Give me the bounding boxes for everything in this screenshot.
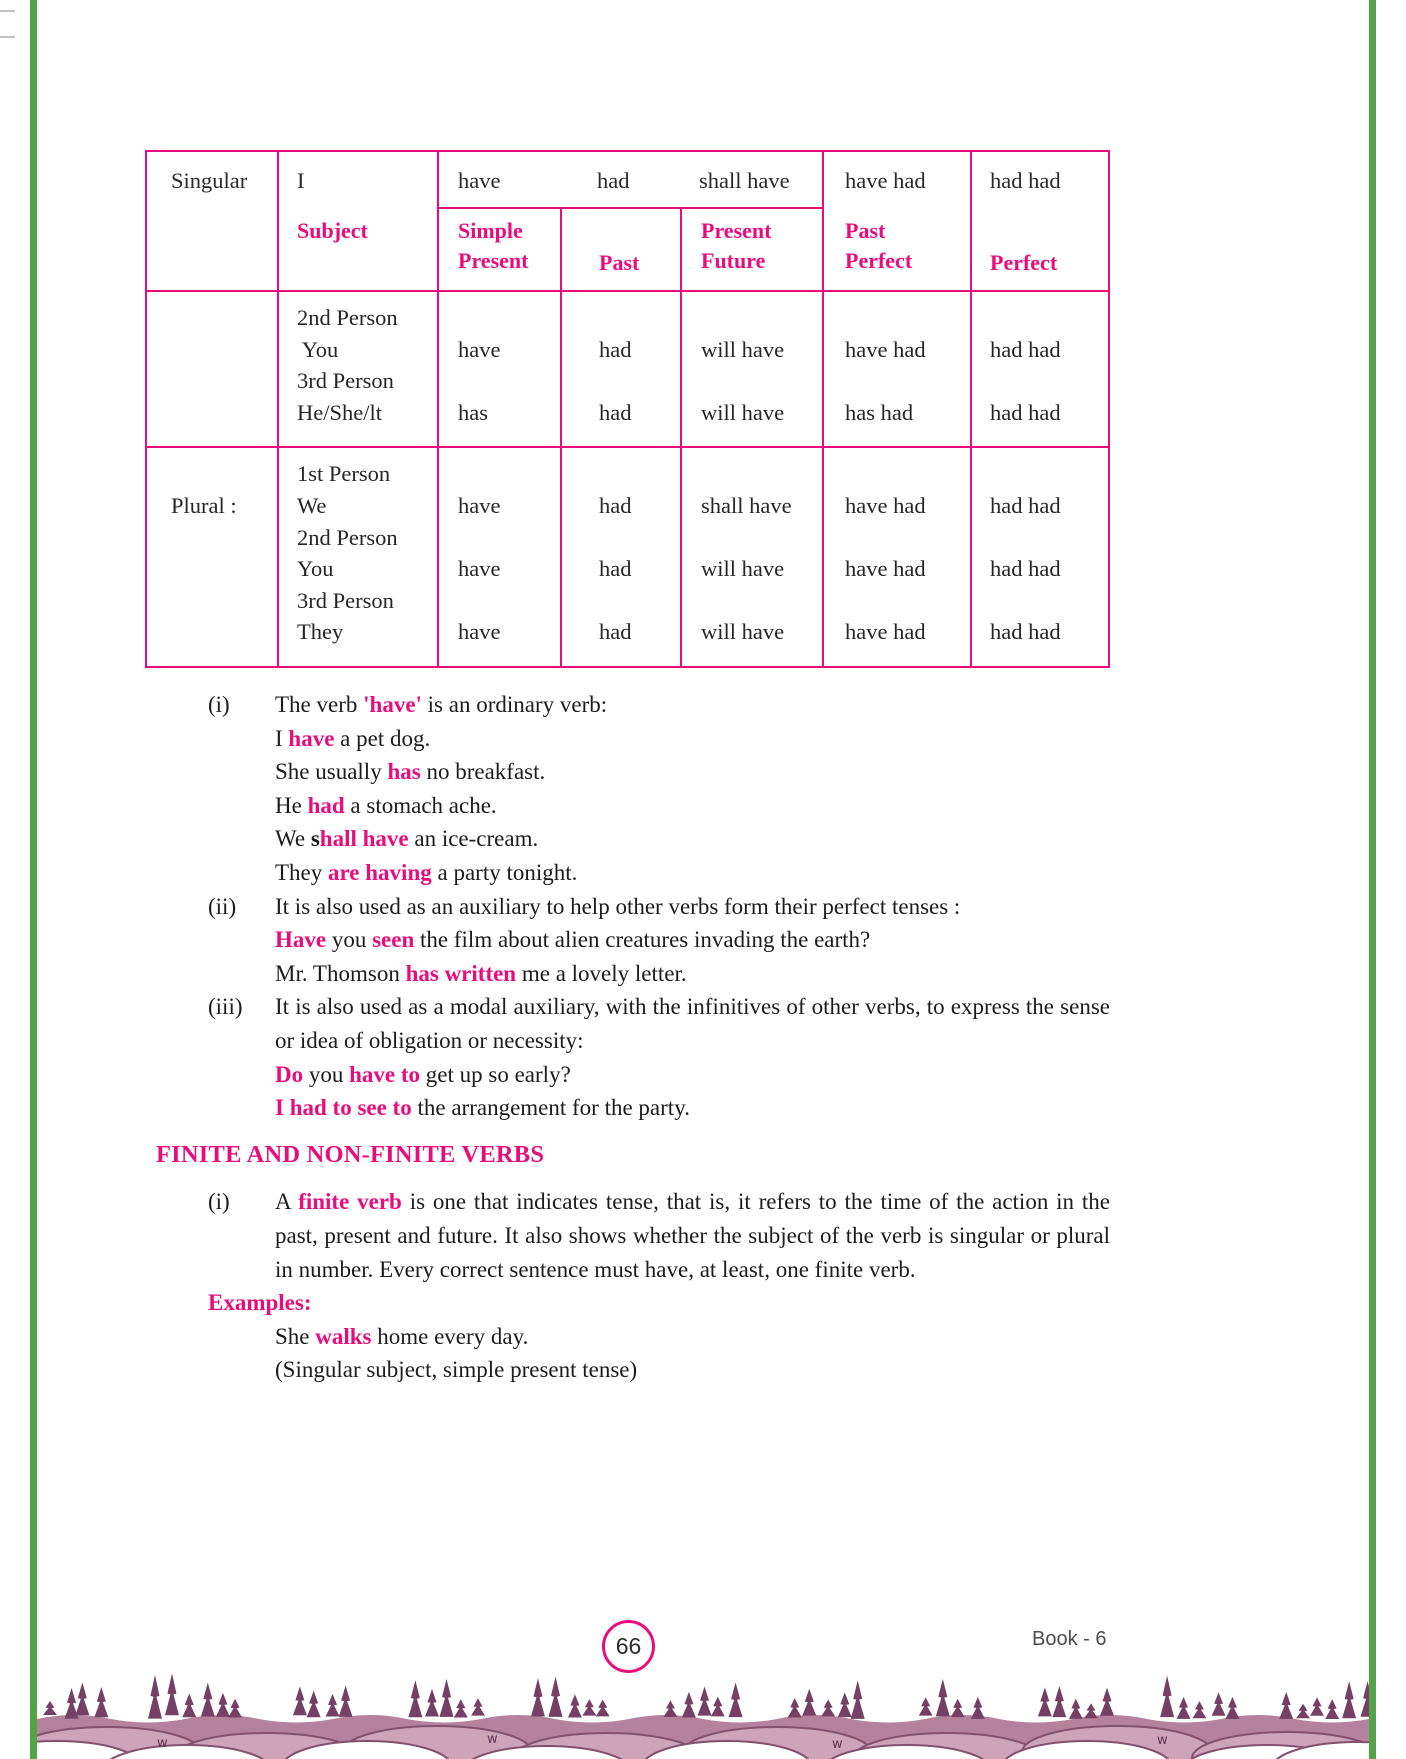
svg-text:w: w — [832, 1737, 843, 1752]
header-present-future — [680, 152, 822, 290]
header-cell: Perfect — [990, 250, 1058, 275]
text: It is also used as a modal auxiliary, with the infinitives of other verbs, to express the sense or idea of obligation or necessity: — [275, 994, 1110, 1053]
text-row — [156, 1185, 1110, 1286]
table-cell — [562, 461, 680, 493]
examples-label — [156, 1286, 1110, 1320]
text: a pet dog. — [334, 725, 431, 751]
table-column — [680, 448, 822, 666]
header-past-perfect — [822, 152, 970, 290]
table-column — [560, 448, 680, 666]
table-cell — [439, 525, 560, 557]
header-cell: have had — [845, 168, 926, 193]
header-cell: had had — [990, 168, 1061, 193]
table-cell — [682, 588, 822, 620]
text: Mr. Thomson — [275, 960, 406, 986]
table-cell — [824, 588, 970, 620]
header-cell: had — [597, 168, 630, 193]
text-row — [156, 1320, 1110, 1354]
header-cell: Past Perfect — [845, 218, 913, 273]
table-column — [147, 292, 277, 446]
table-cell — [824, 461, 970, 493]
header-cell: Past — [560, 207, 680, 290]
text-row — [156, 1058, 1110, 1092]
highlight-text: Have — [275, 927, 327, 953]
table-cell — [972, 368, 1107, 400]
table-column — [560, 292, 680, 446]
table-cell — [147, 556, 277, 588]
table-cell: had — [599, 492, 632, 518]
right-edge-bar — [1369, 0, 1376, 1759]
table-cell — [439, 368, 560, 400]
text: is an ordinary verb: — [421, 692, 608, 717]
crop-mark — [0, 36, 15, 38]
header-cell: shall have — [699, 168, 790, 193]
table-cell — [682, 525, 822, 557]
text-row — [156, 890, 1110, 924]
table-cell: has had — [845, 399, 914, 425]
highlight-text: hall have — [319, 826, 409, 852]
text: home every day. — [371, 1323, 529, 1349]
table-column — [822, 448, 970, 666]
table-cell — [824, 525, 970, 557]
table-block-plural — [147, 446, 1108, 666]
table-cell: 1st Person — [297, 461, 391, 487]
highlight-text: have to — [349, 1061, 421, 1087]
table-cell: have had — [845, 336, 926, 362]
table-cell: had had — [990, 336, 1061, 362]
text: He — [275, 792, 308, 818]
table-cell: shall have — [701, 492, 792, 518]
highlight-text: seen — [372, 927, 415, 953]
table-cell: had had — [990, 399, 1061, 425]
list-marker: (iii) — [208, 994, 243, 1020]
text: me a lovely letter. — [516, 960, 687, 986]
table-cell — [562, 588, 680, 620]
text-row — [156, 990, 1110, 1057]
table-column — [277, 448, 437, 666]
text-row — [156, 957, 1110, 991]
text-row — [156, 688, 1110, 722]
text: a party tonight. — [431, 859, 578, 885]
text-row — [156, 789, 1110, 823]
table-cell — [439, 461, 560, 493]
header-cell: Simple Present — [458, 218, 529, 273]
table-cell: had had — [990, 492, 1061, 518]
crop-mark — [0, 10, 15, 12]
text: is one that indicates tense, that is, it refers to the time of the action in the past, present and future. It also shows whether the subject of the verb is singular or plural in number. Every correct sentence must have, at least, one finite verb. — [275, 1189, 1110, 1282]
text-row — [156, 1091, 1110, 1125]
table-cell: had — [599, 556, 632, 582]
text: We — [275, 826, 311, 852]
table-column — [277, 292, 437, 446]
table-cell: 2nd Person — [297, 524, 398, 550]
verb-have-table — [145, 150, 1110, 668]
text: A — [275, 1189, 299, 1215]
table-cell: will have — [701, 556, 785, 582]
table-cell: have — [458, 556, 501, 582]
text: She usually — [275, 759, 388, 785]
svg-text:w: w — [487, 1732, 498, 1747]
table-cell: had — [599, 399, 632, 425]
table-cell: Plural : — [171, 492, 237, 518]
text: The verb — [275, 692, 364, 717]
text: Examples: — [208, 1290, 312, 1316]
table-cell — [147, 525, 277, 557]
list-marker: (ii) — [208, 893, 237, 919]
text: FINITE AND NON-FINITE VERBS — [156, 1140, 545, 1168]
table-column — [680, 292, 822, 446]
table-cell: have — [458, 619, 501, 645]
text-row — [156, 722, 1110, 756]
highlight-text: had — [307, 792, 345, 818]
table-cell: 3rd Person — [297, 368, 394, 394]
header-cell: I — [297, 168, 305, 193]
page-number: 66 — [615, 1633, 642, 1659]
book-label: Book - 6 — [1032, 1628, 1107, 1650]
table-cell — [562, 368, 680, 400]
table-cell — [147, 588, 277, 620]
left-edge-bar — [30, 0, 37, 1759]
table-cell: 2nd Person — [297, 305, 398, 330]
highlight-text: has written — [405, 960, 517, 986]
text-row — [156, 923, 1110, 957]
text: a stomach ache. — [344, 792, 497, 818]
text: It is also used as an auxiliary to help other verbs form their perfect tenses : — [275, 893, 961, 919]
text: no breakfast. — [420, 759, 546, 785]
table-cell: have had — [845, 556, 926, 582]
table-cell — [439, 588, 560, 620]
text: an ice-cream. — [408, 826, 539, 852]
footer-forest-art — [37, 1649, 1369, 1759]
table-block-singular-rest — [147, 290, 1108, 446]
table-cell: has — [458, 399, 488, 425]
table-cell: had — [599, 619, 632, 645]
table-cell: had — [599, 336, 632, 362]
table-cell — [439, 305, 560, 337]
text-row — [156, 856, 1110, 890]
header-cell: Singular — [171, 168, 248, 193]
table-cell — [824, 368, 970, 400]
table-header — [147, 152, 1108, 290]
svg-text:w: w — [157, 1736, 168, 1751]
text: I — [275, 725, 289, 751]
table-column — [970, 448, 1107, 666]
highlight-text: Do — [275, 1061, 304, 1087]
table-cell — [562, 305, 680, 337]
highlight-text: finite verb — [298, 1189, 402, 1215]
highlight-text: have — [288, 725, 335, 751]
header-perfect — [970, 152, 1107, 290]
text: (Singular subject, simple present tense) — [275, 1357, 638, 1383]
table-column — [822, 292, 970, 446]
table-column — [437, 292, 560, 446]
text: you — [326, 927, 373, 953]
table-cell: We — [297, 492, 327, 518]
table-cell — [147, 619, 277, 651]
content-area — [156, 688, 1110, 1387]
table-cell: will have — [701, 399, 785, 425]
header-cell: have — [458, 168, 501, 193]
text: the film about alien creatures invading the earth? — [414, 927, 871, 953]
table-cell — [147, 461, 277, 493]
table-cell — [972, 461, 1107, 493]
table-column — [437, 448, 560, 666]
header-simple-present — [437, 152, 560, 290]
list-marker: (i) — [208, 692, 230, 717]
section-heading — [156, 1138, 1110, 1172]
table-cell — [972, 525, 1107, 557]
table-cell — [682, 305, 822, 337]
table-column — [970, 292, 1107, 446]
table-cell — [824, 305, 970, 337]
text-row — [156, 1353, 1110, 1387]
list-marker: (i) — [208, 1189, 230, 1215]
table-cell — [972, 305, 1107, 337]
table-cell: had had — [990, 619, 1061, 645]
table-cell — [972, 588, 1107, 620]
table-cell: will have — [701, 619, 785, 645]
table-cell: have had — [845, 492, 926, 518]
highlight-text: I had to see to — [275, 1095, 412, 1121]
highlight-text: has — [387, 759, 421, 785]
table-cell: will have — [701, 336, 785, 362]
svg-text:w: w — [1157, 1733, 1168, 1748]
highlight-text: 'have' — [363, 692, 422, 717]
header-cell: Subject — [297, 218, 368, 243]
table-cell: 3rd Person — [297, 587, 394, 613]
header-singular — [147, 152, 277, 290]
text: the arrangement for the party. — [411, 1095, 690, 1121]
header-subject — [277, 152, 437, 290]
table-cell: have had — [845, 619, 926, 645]
text: They — [275, 859, 329, 885]
table-cell — [682, 368, 822, 400]
table-cell: have — [458, 336, 501, 362]
highlight-text: walks — [315, 1323, 372, 1349]
highlight-text: are having — [328, 859, 432, 885]
text-row — [156, 755, 1110, 789]
table-column — [147, 448, 277, 666]
header-past — [560, 152, 680, 290]
table-cell: They — [297, 619, 344, 645]
text: you — [303, 1061, 350, 1087]
table-cell: have — [458, 492, 501, 518]
text: s — [310, 826, 320, 852]
table-cell: You — [297, 336, 339, 362]
table-cell — [562, 525, 680, 557]
text: get up so early? — [420, 1061, 571, 1087]
table-cell: had had — [990, 556, 1061, 582]
text: She — [275, 1323, 316, 1349]
table-cell: You — [297, 556, 334, 582]
page-number-badge — [602, 1620, 655, 1673]
text-row — [156, 822, 1110, 856]
table-cell — [682, 461, 822, 493]
header-split-line — [437, 207, 822, 209]
header-cell: Present Future — [680, 207, 822, 290]
table-cell: He/She/lt — [297, 399, 382, 425]
